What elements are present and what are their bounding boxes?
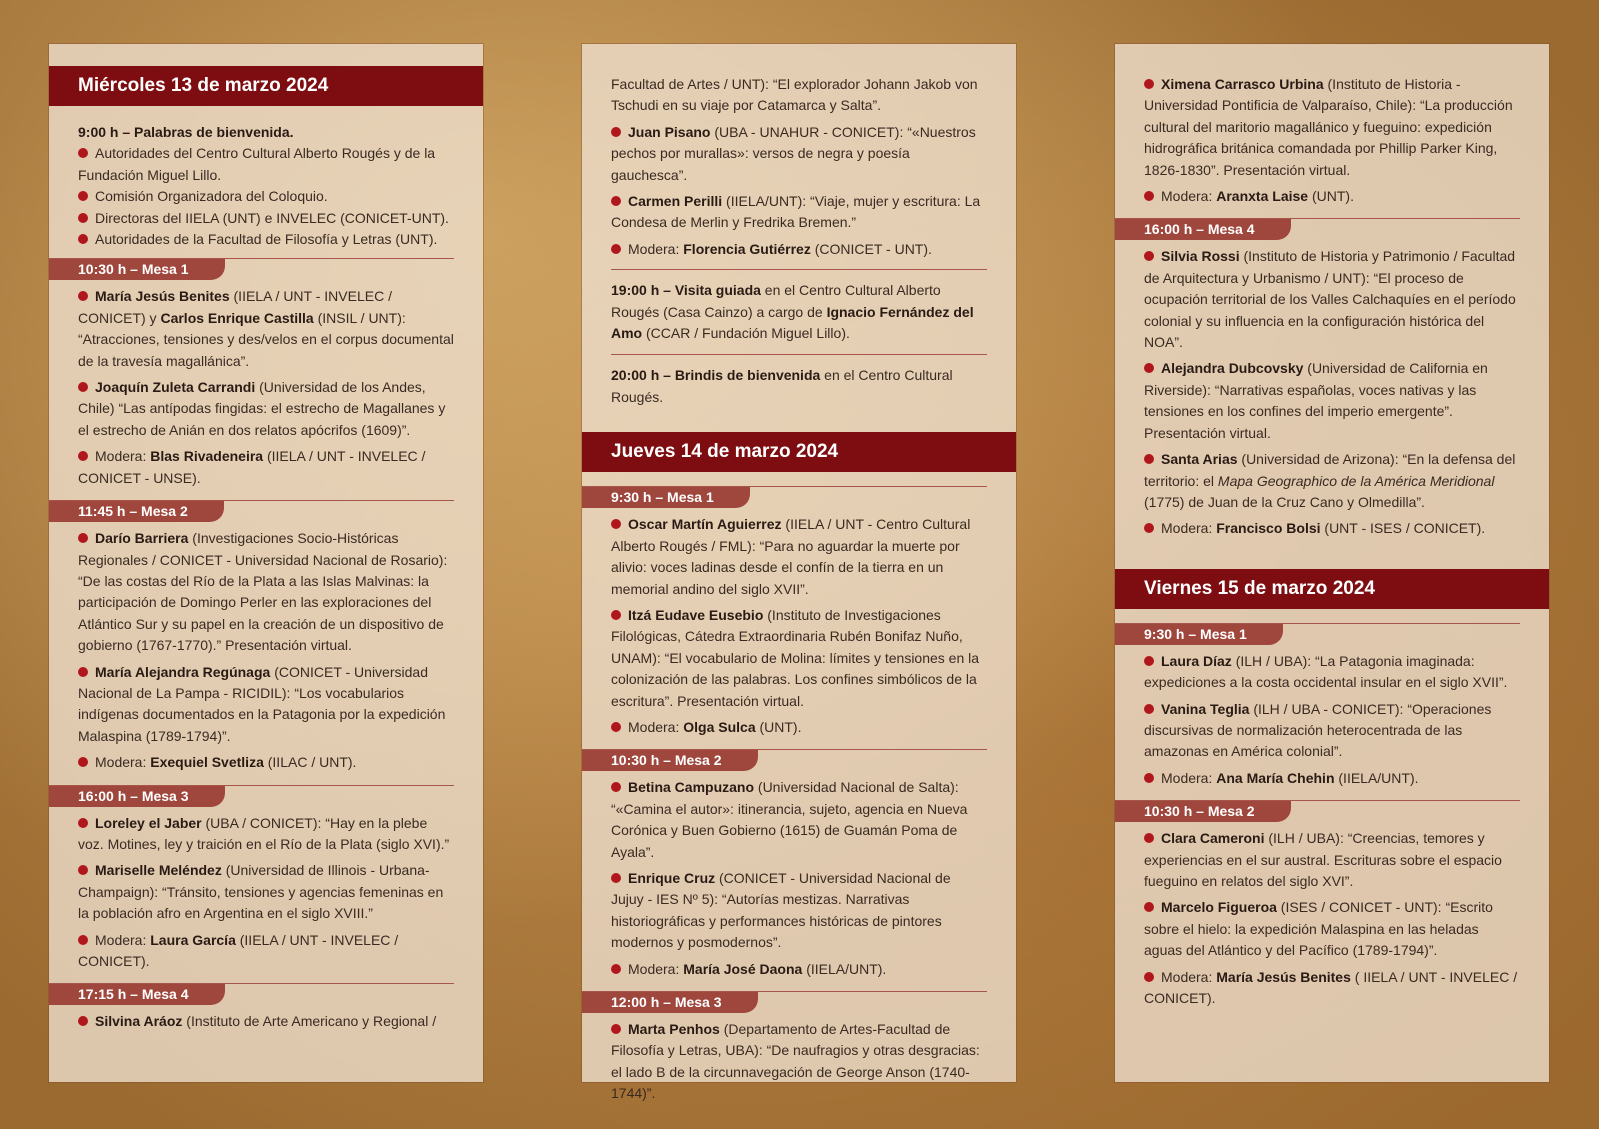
speaker-name: Ximena Carrasco Urbina	[1161, 76, 1324, 92]
moderator-label: Modera:	[1161, 188, 1217, 205]
speaker-name: Mariselle Meléndez	[95, 862, 222, 879]
speaker-name: Exequiel Svetliza	[150, 754, 264, 771]
speaker-name: María Alejandra Regúnaga	[95, 663, 271, 680]
bullet-icon	[78, 291, 88, 301]
speaker-name: Oscar Martín Aguierrez	[628, 516, 782, 533]
bullet-icon	[1144, 363, 1154, 373]
list-item	[78, 186, 454, 207]
speaker-name: Florencia Gutiérrez	[683, 240, 811, 257]
moderator-label: Modera:	[628, 240, 684, 257]
session-tab: 10:30 h – Mesa 2	[1115, 800, 1549, 824]
speaker-name: Darío Barriera	[95, 530, 189, 547]
list-item	[78, 930, 454, 973]
talk-text: (IIELA / UNT - INVELEC / CONICET - UNSE).	[78, 448, 426, 486]
session-tab: 17:15 h – Mesa 4	[49, 983, 483, 1007]
talk-text: (UNT).	[1308, 188, 1354, 205]
welcome-list	[78, 143, 454, 250]
speaker-name: Clara Cameroni	[1161, 830, 1265, 847]
day-header-thursday: Jueves 14 de marzo 2024	[582, 432, 1016, 472]
bullet-icon	[1144, 773, 1154, 783]
welcome-toast: 20:00 h – Brindis de bienvenida en el Centro Cultural Rougés.	[611, 367, 953, 405]
talk-text: (CONICET - UNT).	[810, 240, 932, 257]
moderator-label: Modera:	[1161, 968, 1217, 985]
bullet-icon	[1144, 251, 1154, 261]
talk-text: (Investigaciones Socio-Históricas Regionales / CONICET - Universidad Nacional de Rosario): “De las costas del Río de la Plata a las Islas Malvinas: la participación de Domingo Perler en las exploraciones del Atlántico Sur y su papel en la creación de un dispositivo de gobierno (1767-1770).” Presentación virtual.	[78, 530, 448, 654]
list-item	[611, 239, 987, 260]
continued-text: Facultad de Artes / UNT): “El explorador Johann Jakob von Tschudi en su viaje por Catamarca y Salta”.	[611, 76, 978, 114]
talk-text: (CONICET - Universidad Nacional de Jujuy - IES Nº 5): “Autorías mestizas. Narrativas historiográficas y performances históricas de pintores modernos y posmodernos”.	[611, 869, 951, 951]
talk-text: (CONICET - Universidad Nacional de La Pampa - RICIDIL): “Los vocabularios indígenas documentados en la Patagonia por la expedición Malaspina (1789-1794)”.	[78, 663, 446, 744]
list-item	[611, 868, 987, 954]
talk-text: (Universidad de Arizona): “En la defensa del territorio: el	[1144, 451, 1516, 489]
speaker-name: Silvia Rossi	[1161, 248, 1240, 265]
list-item	[1144, 967, 1520, 1010]
session-tab: 16:00 h – Mesa 4	[1115, 218, 1549, 242]
list-item	[611, 1019, 987, 1105]
bullet-icon	[1144, 454, 1154, 464]
talk-text: (UBA - UNAHUR - CONICET): “«Nuestros pechos por murallas»: versos de negra y poesía gauchesca”.	[611, 123, 976, 183]
list-item	[78, 377, 454, 441]
moderator-label: Modera:	[95, 931, 151, 948]
speaker-name: Francisco Bolsi	[1216, 520, 1321, 537]
talk-text: (1775) de Juan de la Cruz Cano y Olmedilla”.	[1144, 493, 1425, 510]
session-list	[1115, 651, 1549, 789]
bullet-icon	[611, 196, 621, 206]
moderator-label: Modera:	[1161, 769, 1217, 786]
list-item	[611, 191, 987, 234]
list-item	[78, 1011, 454, 1032]
list-item	[611, 959, 987, 980]
list-item	[1144, 358, 1520, 444]
speaker-name: Joaquín Zuleta Carrandi	[95, 379, 256, 396]
speaker-name: Vanina Teglia	[1161, 700, 1250, 717]
bullet-icon	[78, 667, 88, 677]
speaker-name: Santa Arias	[1161, 451, 1238, 468]
talk-text: (ILH / UBA - CONICET): “Operaciones discursivas de normalización heterocentrada de las amazonas en América colonial”.	[1144, 700, 1492, 760]
talk-text: (ILH / UBA): “Creencias, temores y experiencias en el sur austral. Escrituras sobre el espacio fueguino en relatos del siglo XVI”.	[1144, 830, 1502, 889]
bullet-icon	[1144, 704, 1154, 714]
talk-text: (Universidad Nacional de Salta): “«Camina el autor»: itinerancia, sujeto, agencia en Nueva Corónica y Buen Gobierno (1615) de Guamán Poma de Ayala”.	[611, 779, 968, 860]
session-list	[49, 286, 483, 489]
bullet-icon	[1144, 523, 1154, 533]
session-tab: 10:30 h – Mesa 2	[582, 749, 1016, 773]
list-item	[78, 229, 454, 250]
talk-text: (ILH / UBA): “La Patagonia imaginada: expediciones a la costa occidental insular en el siglo XVII”.	[1144, 652, 1508, 691]
session-tab: 11:45 h – Mesa 2	[49, 500, 483, 524]
list-item	[611, 122, 987, 186]
speaker-name: Blas Rivadeneira	[150, 448, 264, 465]
session-list	[49, 1011, 483, 1032]
bullet-icon	[78, 213, 88, 223]
session-list	[1115, 828, 1549, 1009]
list-item	[1144, 449, 1520, 513]
bullet-icon	[611, 519, 621, 529]
talk-text: (Universidad de California en Riverside): “Narrativas españolas, voces nativas y las tensiones en los confines del imperio emergente”. Presentación virtual.	[1144, 360, 1488, 441]
bullet-icon	[1144, 656, 1154, 666]
speaker-name: Ana María Chehin	[1216, 769, 1335, 786]
bullet-icon	[611, 873, 621, 883]
talk-text: (IIELA/UNT): “Viaje, mujer y escritura: La Condesa de Merlin y Fredrika Bremen.”	[611, 193, 981, 231]
talk-text: (IIELA / UNT - INVELEC / CONICET) y	[78, 288, 392, 326]
session-list	[582, 777, 1016, 980]
speaker-name: Carlos Enrique Castilla	[160, 309, 314, 326]
session-tab: 12:00 h – Mesa 3	[582, 991, 1016, 1015]
bullet-icon	[611, 610, 621, 620]
list-item	[78, 446, 454, 489]
talk-text: (Departamento de Artes-Facultad de Filosofía y Letras, UBA): “De naufragios y otras desgracias: el lado B de la circunnavegación de George Anson (1740- 1744)”.	[611, 1021, 980, 1102]
guided-visit: 19:00 h – Visita guiada en el Centro Cultural Alberto Rougés (Casa Cainzo) a cargo de Ignacio Fernández del Amo (CCAR / Fundación Miguel Lillo).	[611, 282, 974, 342]
speaker-name: Aranxta Laise	[1216, 188, 1309, 205]
list-item	[1144, 699, 1520, 763]
speaker-name: Laura Díaz	[1161, 652, 1232, 669]
list-item	[78, 752, 454, 773]
list-item	[1144, 897, 1520, 961]
speaker-name: Marcelo Figueroa	[1161, 899, 1277, 916]
session-tab: 10:30 h – Mesa 1	[49, 258, 483, 282]
list-item	[78, 528, 454, 656]
speaker-name: Olga Sulca	[683, 718, 756, 735]
talk-text: (UBA / CONICET): “Hay en la plebe voz. Motines, ley y traición en el Río de la Plata (siglo XVI).”	[78, 814, 450, 852]
talk-text: (IIELA / UNT - Centro Cultural Alberto Rougés / FML): “Para no aguardar la muerte por alivio: voces ladinas desde el confín de la tierra en un memorial andino del siglo XVII”.	[611, 516, 971, 597]
list-item	[78, 208, 454, 229]
bullet-icon	[611, 244, 621, 254]
speaker-name: Juan Pisano	[628, 123, 711, 140]
item-text: Directoras del IIELA (UNT) e INVELEC (CONICET-UNT).	[95, 209, 449, 226]
speaker-name: Laura García	[150, 931, 236, 948]
talk-text: (UNT - ISES / CONICET).	[1320, 520, 1486, 537]
talk-text: (Universidad de Illinois - Urbana-Champaign): “Tránsito, tensiones y agencias femeninas en la población afro en Argentina en el siglo XVIII.”	[78, 862, 444, 922]
list-item	[1144, 246, 1520, 353]
bullet-icon	[78, 148, 88, 158]
welcome-time: 9:00 h – Palabras de bienvenida.	[78, 124, 294, 140]
list-item	[78, 860, 454, 924]
moderator-label: Modera:	[1161, 520, 1217, 537]
bullet-icon	[1144, 833, 1154, 843]
bullet-icon	[1144, 191, 1154, 201]
speaker-name: Marta Penhos	[628, 1021, 720, 1037]
talk-text: (Instituto de Historia y Patrimonio / Facultad de Arquitectura y Urbanismo / UNT): “El proceso de ocupación territorial de los Valles Calchaquíes en el período colonial y su influencia en la configuración histórica del NOA”.	[1144, 248, 1516, 351]
bullet-icon	[611, 782, 621, 792]
talk-text: (INSIL / UNT): “Atracciones, tensiones y des/velos en el corpus documental de la travesía magallánica”.	[78, 309, 454, 369]
bullet-icon	[78, 451, 88, 461]
speaker-name: María Jesús Benites	[95, 288, 230, 305]
bullet-icon	[78, 1016, 88, 1026]
speaker-name: María Jesús Benites	[1216, 968, 1351, 985]
bullet-icon	[78, 757, 88, 767]
panel-wednesday	[49, 44, 483, 1082]
bullet-icon	[1144, 79, 1154, 89]
talk-text: (Universidad de los Andes, Chile) “Las antípodas fingidas: el estrecho de Magallanes y el estrecho de Anián en dos relatos apócrifos (1609)”.	[78, 379, 446, 438]
session-list	[49, 528, 483, 773]
italic-title: Mapa Geographico de la América Meridional	[1217, 472, 1495, 489]
list-item	[611, 717, 987, 738]
bullet-icon	[611, 1024, 621, 1034]
bullet-icon	[1144, 972, 1154, 982]
moderator-label: Modera:	[95, 448, 151, 465]
speaker-name: Betina Campuzano	[628, 779, 755, 796]
moderator-label: Modera:	[628, 718, 684, 735]
bullet-icon	[78, 234, 88, 244]
speaker-name: María José Daona	[683, 960, 803, 977]
list-item	[78, 813, 454, 856]
bullet-icon	[611, 964, 621, 974]
session-list	[49, 813, 483, 973]
speaker-name: Enrique Cruz	[628, 869, 716, 886]
talk-text: (IIELA/UNT).	[1334, 769, 1419, 786]
list-item	[1144, 828, 1520, 892]
speaker-name: Loreley el Jaber	[95, 814, 202, 831]
list-item	[611, 777, 987, 863]
bullet-icon	[611, 127, 621, 137]
speaker-name: Itzá Eudave Eusebio	[628, 606, 764, 623]
list-item	[1144, 74, 1520, 181]
item-text: Comisión Organizadora del Coloquio.	[95, 188, 328, 205]
bullet-icon	[78, 865, 88, 875]
session-list	[1115, 246, 1549, 539]
talk-text: (Instituto de Arte Americano y Regional /	[182, 1013, 437, 1030]
session-tab: 9:30 h – Mesa 1	[1115, 623, 1549, 647]
bullet-icon	[78, 935, 88, 945]
bullet-icon	[1144, 902, 1154, 912]
list-item	[78, 286, 454, 372]
panel-friday	[1115, 44, 1549, 1082]
moderator-label: Modera:	[628, 960, 684, 977]
session-list	[582, 1019, 1016, 1105]
list-item	[611, 514, 987, 600]
list-item	[1144, 651, 1520, 694]
talk-text: (ISES / CONICET - UNT): “Escrito sobre el hielo: la expedición Malaspina en las heladas aguas del Atlántico y del Pacífico (1789-1794)”.	[1144, 899, 1493, 959]
speaker-name: Alejandra Dubcovsky	[1161, 360, 1304, 377]
item-text: Autoridades de la Facultad de Filosofía y Letras (UNT).	[95, 231, 438, 248]
talk-text: (Instituto de Investigaciones Filológicas, Cátedra Extraordinaria Rubén Bonifaz Nuño, UNAM): “El vocabulario de Molina: límites y tensiones en la colonización de las palabras. Los confines simbólicos de la escritura”. Presentación virtual.	[611, 606, 980, 709]
bullet-icon	[78, 191, 88, 201]
talk-text: (IILAC / UNT).	[263, 754, 357, 771]
panel-thursday	[582, 44, 1016, 1102]
bullet-icon	[78, 382, 88, 392]
session-list	[1115, 74, 1549, 207]
list-item	[1144, 768, 1520, 789]
speaker-name: Silvina Aráoz	[95, 1013, 183, 1030]
speaker-name: Carmen Perilli	[628, 193, 723, 210]
session-tab: 16:00 h – Mesa 3	[49, 785, 483, 809]
session-list	[582, 122, 1016, 260]
session-tab: 9:30 h – Mesa 1	[582, 486, 1016, 510]
day-header-friday: Viernes 15 de marzo 2024	[1115, 569, 1549, 609]
bullet-icon	[78, 533, 88, 543]
talk-text: (UNT).	[755, 718, 802, 735]
list-item	[78, 662, 454, 748]
bullet-icon	[611, 722, 621, 732]
day-header-wednesday: Miércoles 13 de marzo 2024	[49, 66, 483, 106]
bullet-icon	[78, 818, 88, 828]
session-list	[582, 514, 1016, 738]
item-text: Autoridades del Centro Cultural Alberto Rougés y de la Fundación Miguel Lillo.	[78, 145, 436, 183]
talk-text: ( IIELA / UNT - INVELEC / CONICET).	[1144, 968, 1518, 1006]
talk-text: (IIELA/UNT).	[802, 960, 887, 977]
list-item	[611, 605, 987, 712]
talk-text: (Instituto de Historia - Universidad Pontificia de Valparaíso, Chile): “La producción cultural del maritorio magallánico y fueguino: expedición hidrográfica británica comandada por Phillip Parker King, 1826-1830”. Presentación virtual.	[1144, 76, 1513, 178]
moderator-label: Modera:	[95, 754, 151, 771]
list-item	[78, 143, 454, 186]
list-item	[1144, 186, 1520, 207]
list-item	[1144, 518, 1520, 539]
talk-text: (IIELA / UNT - INVELEC / CONICET).	[78, 931, 399, 969]
